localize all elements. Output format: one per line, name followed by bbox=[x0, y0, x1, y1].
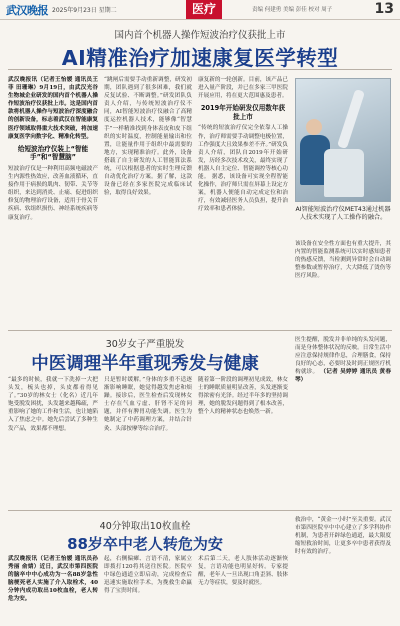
article1-subhead-2: 2019年开始研发仅用数年获批上市 bbox=[200, 104, 286, 121]
page-number: 13 bbox=[374, 1, 394, 17]
article2-headline: 中医调理半年重现秀发与健康 bbox=[31, 354, 259, 374]
article1-subhead-1: 给短波治疗仪装上“智能手”和“智慧脑” bbox=[17, 144, 89, 162]
article1-lead: 武汉晚报讯（记者王怡媛 通讯员王菲 田珊琳）9月19日，由武汉光谷生物城企业研发的国内首个机器人操作短波治疗仪获批上市。这是国内首款将机器人操作与短波治疗深度融合的创新设备，标志着武汉在智能康复医疗领域取得重大技术突破，将加速康复医学向数字化、精准化转型。 bbox=[8, 77, 98, 140]
article2-column-3 bbox=[198, 376, 288, 506]
article2-column-1 bbox=[8, 376, 98, 506]
article2-kicker: 30岁女子严重脱发 bbox=[105, 339, 185, 350]
article1-headline: AI精准治疗加速康复医学转型 bbox=[61, 46, 339, 70]
article2-byline: （记者 吴婷婷 通讯员 黄春琴） bbox=[295, 369, 391, 384]
article3-kicker: 40分钟取出10枚血栓 bbox=[99, 521, 191, 532]
article1-paragraph: 康复新的一轮创新。目前，该产品已进入量产阶段，并已在多家三甲医院开展应用，将在更大范围惠及患者。 bbox=[198, 77, 288, 100]
article1-column-4 bbox=[295, 240, 391, 326]
article3-column-4 bbox=[295, 516, 391, 623]
article1-column-2 bbox=[104, 76, 192, 326]
editor-info: 责编 何建勇 美编 彭佳 校对 周子 bbox=[252, 7, 333, 13]
article3-column-3 bbox=[198, 555, 288, 623]
article3-column-1 bbox=[8, 555, 98, 623]
article2-paragraph: 只是暂时缓解。”身体的多重不适逐渐影响睡眠，她觉得越发焦虑和烦躁。接诊后，医生检查后发现林女士存在气血亏虚、肝肾不足的问题，并伴有脾胃功能失调。医生为她制定了中药调理方案，并结合针灸、头部按摩等综合治疗。 bbox=[104, 377, 192, 432]
article1-paragraph: 该设备在安全性方面也有重大提升，其内置的智能监测系统可以实时感知患者的热感反馈，当检测到异常时会自动调整参数或暂停治疗，大大降低了烫伤等医疗风险。 bbox=[295, 241, 391, 280]
photo-caption: AI智能短波治疗仪MET43通过机器人技术实现了人工操作的融合。 bbox=[295, 206, 391, 222]
article2-paragraph: 医生提醒，脱发并非单纯的头发问题，而是身体整体状况的反映。日常生活中应注意保持规律作息，合理膳食，保持良好的心态，必要时及时到正规医疗机构就诊。 bbox=[295, 337, 391, 376]
robot-treatment-photo bbox=[295, 78, 391, 202]
patient-figure bbox=[306, 119, 322, 135]
article1-paragraph: 短波治疗仪是一种利用高频电磁波产生内源性热效应，改善血液循环，直接作用于病损的肌肉、韧带、关节等组织，来达到消炎、止痛、促进组织修复的物理治疗设备，适用于骨关节疾病、软组织损伤、神经系统疾病等康复治疗。 bbox=[8, 165, 98, 221]
article1-column-1 bbox=[8, 76, 98, 326]
divider bbox=[8, 330, 392, 331]
article3-lead: 武汉晚报讯（记者王怡媛 通讯员孙秀丽 俞婧）近日，武汉市第四医院的脑卒中中心成功为一名88岁急性脑梗死老人实施了介入取栓术，40分钟内成功取出10枚血栓，老人转危为安。 bbox=[8, 556, 98, 603]
article2-paragraph: “最多的时候，我就一下洗掉一大把头发，梳头也掉，头皮都看得见了。”30岁的林女士（化名）近几年饱受脱发困扰，头发越来越稀疏，严重影响了她的工作和生活，也让她陷入了焦虑之中。她先后尝试了多种生发产品，效果都不理想。 bbox=[8, 377, 98, 432]
article1-kicker: 国内首个机器人操作短波治疗仪获批上市 bbox=[114, 30, 286, 41]
article1-column-3 bbox=[198, 76, 288, 326]
newspaper-brand: 武汉晚报 bbox=[6, 4, 48, 17]
article2-paragraph: 随着第一阶段的调理初见成效，林女士的睡眠质量明显改善，头发逐渐变得浓密有光泽。经过半年多的坚持调理，她的脱发问题得到了根本改善，整个人的精神状态也焕然一新。 bbox=[198, 377, 288, 416]
section-tag: 医疗 bbox=[186, 0, 222, 19]
article3-column-2 bbox=[104, 555, 192, 623]
article1-paragraph: 据悉，该设备可实现全程智能化操作，治疗师只需在屏幕上设定方案，机器人便能自动完成定位和治疗，有效减轻医务人员负担，提升治疗效率和患者体验。 bbox=[198, 174, 288, 213]
article2-column-2 bbox=[104, 376, 192, 506]
article2-column-4 bbox=[295, 336, 391, 506]
robot-device bbox=[324, 149, 364, 197]
article3-paragraph: 起，右侧偏瘫、言语不清，家属立即拨打120将其送往医院。医院卒中绿色通道立即启动，完成检查后迅速实施取栓手术，为挽救生命赢得了宝贵时间。 bbox=[104, 556, 192, 595]
divider bbox=[8, 510, 392, 511]
divider bbox=[8, 69, 392, 70]
masthead bbox=[0, 0, 400, 20]
robot-arm bbox=[337, 89, 365, 149]
issue-date: 2025年9月23日 星期二 bbox=[52, 7, 117, 14]
article3-paragraph: 救治中，“黄金一小时”至关重要。武汉市第四医院卒中中心建立了多学科协作机制，为患者开辟绿色通道，最大限度缩短救治时间，让更多卒中患者获得及时有效的治疗。 bbox=[295, 517, 391, 556]
article1-paragraph: “传统的短波治疗仪完全依靠人工操作，治疗师需要手动调整电极位置，工作强度大且效果参差不齐。”研发负责人介绍，团队自2019年开始研发，历经多次技术攻关，最终实现了机器人自主定位、智能调控等核心功能。 bbox=[198, 125, 288, 181]
article3-paragraph: 术后第二天，老人肢体活动逐渐恢复，言语功能也明显好转。专家提醒，老年人一旦出现口角歪斜、肢体无力等症状，要及时就医。 bbox=[198, 556, 288, 587]
article1-paragraph: “跳闸后需要手动重新调整，研发初期，团队遇到了很多困难，我们就反复试验、不断调整。”研发团队负责人介绍，与传统短波治疗仪不同，AI智能短波治疗仪融合了高精度运控机器人技术，能够像“智慧手”一样精准找到身体表皮和皮下组织的实时温度，控制能量输出和位置，让能量作用于组织中最需要的地方，实现精准治疗。此外，设备搭载了自主研发的人工智能算法系统，可以根据患者的实时生理反馈自动优化治疗方案。据了解，这款设备已经在多家医院完成临床试验，取得良好效果。 bbox=[104, 77, 192, 197]
article3-headline: 88岁卒中老人转危为安 bbox=[67, 535, 223, 553]
